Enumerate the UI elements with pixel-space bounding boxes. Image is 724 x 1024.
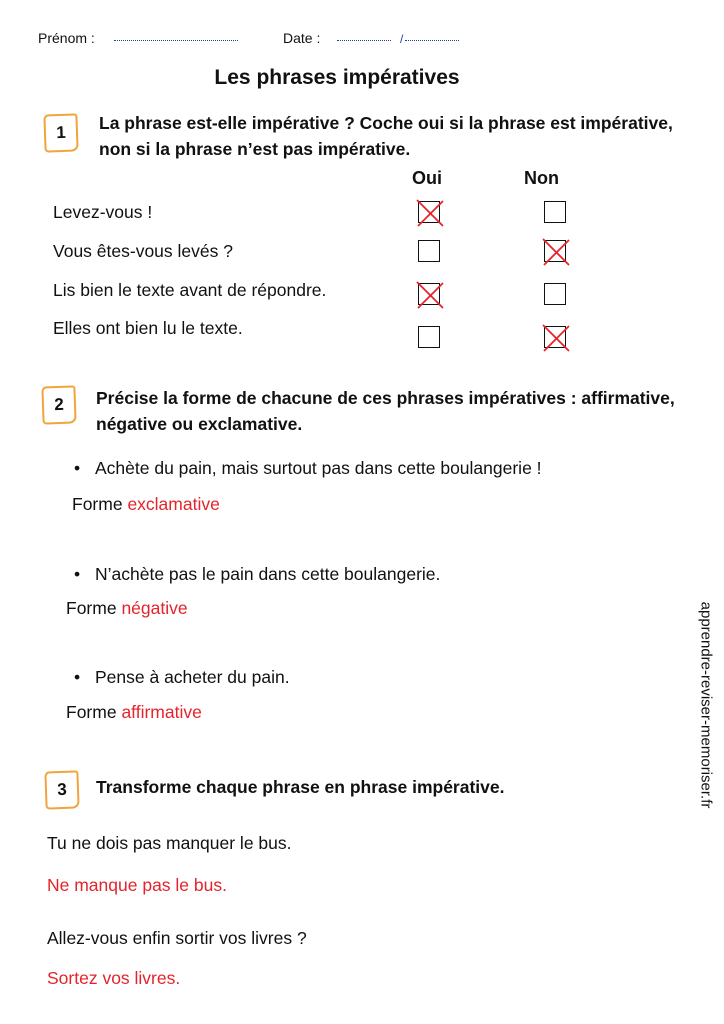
checkbox-non-row-1[interactable] (544, 201, 566, 223)
red-cross-mark-icon (541, 323, 571, 353)
site-watermark: apprendre-reviser-memoriser.fr (697, 601, 715, 809)
checkbox-oui-row-3[interactable] (418, 283, 440, 305)
prenom-label: Prénom : (38, 30, 95, 46)
ex2-sentence-2: N’achète pas le pain dans cette boulangerie. (95, 564, 441, 584)
ex2-sentence-3: Pense à acheter du pain. (95, 667, 290, 687)
bullet-icon: • (74, 458, 81, 478)
date-separator: / (400, 32, 404, 46)
ex2-answer-2: négative (121, 598, 188, 618)
ex2-forme-line-1 (72, 494, 220, 515)
ex3-answer-1: Ne manque pas le bus. (47, 875, 227, 895)
page-title: Les phrases impératives (214, 66, 460, 89)
ex1-sentence-2: Vous êtes-vous levés ? (53, 241, 233, 261)
ex1-sentence-3: Lis bien le texte avant de répondre. (53, 280, 327, 300)
ex3-answer-2: Sortez vos livres. (47, 968, 181, 988)
exercise-3-instruction: Transforme chaque phrase en phrase impérative. (96, 777, 505, 797)
exercise-3-badge: 3 (44, 770, 79, 809)
forme-label: Forme (66, 702, 117, 722)
forme-label: Forme (72, 494, 123, 514)
checkbox-oui-row-2[interactable] (418, 240, 440, 262)
column-header-non: Non (524, 168, 559, 188)
date-field-month[interactable] (405, 40, 459, 41)
checkbox-oui-row-1[interactable] (418, 201, 440, 223)
bullet-icon: • (74, 564, 81, 584)
red-cross-mark-icon (415, 198, 445, 228)
date-label: Date : (283, 30, 321, 46)
ex2-sentence-1: Achète du pain, mais surtout pas dans cette boulangerie ! (95, 458, 542, 478)
ex1-sentence-1: Levez-vous ! (53, 202, 153, 222)
prenom-field[interactable] (114, 40, 238, 41)
ex3-sentence-2: Allez-vous enfin sortir vos livres ? (47, 928, 307, 948)
ex1-sentence-4: Elles ont bien lu le texte. (53, 318, 243, 338)
column-header-oui: Oui (412, 168, 442, 188)
exercise-1-instruction: La phrase est-elle impérative ? Coche oui si la phrase est impérative, non si la phrase n’est pas impérative. (99, 113, 673, 159)
exercise-1-badge: 1 (43, 113, 78, 152)
checkbox-non-row-2[interactable] (544, 240, 566, 262)
ex3-sentence-1: Tu ne dois pas manquer le bus. (47, 833, 292, 853)
checkbox-non-row-4[interactable] (544, 326, 566, 348)
ex2-forme-line-3 (66, 702, 202, 723)
red-cross-mark-icon (541, 237, 571, 267)
exercise-2-instruction: Précise la forme de chacune de ces phrases impératives : affirmative, négative ou exclamative. (96, 388, 675, 434)
bullet-icon: • (74, 667, 81, 687)
ex2-answer-1: exclamative (127, 494, 220, 514)
checkbox-non-row-3[interactable] (544, 283, 566, 305)
checkbox-oui-row-4[interactable] (418, 326, 440, 348)
red-cross-mark-icon (415, 280, 445, 310)
forme-label: Forme (66, 598, 117, 618)
date-field-day[interactable] (337, 40, 391, 41)
ex2-answer-3: affirmative (121, 702, 202, 722)
exercise-2-badge: 2 (41, 385, 76, 424)
ex2-forme-line-2 (66, 598, 188, 619)
